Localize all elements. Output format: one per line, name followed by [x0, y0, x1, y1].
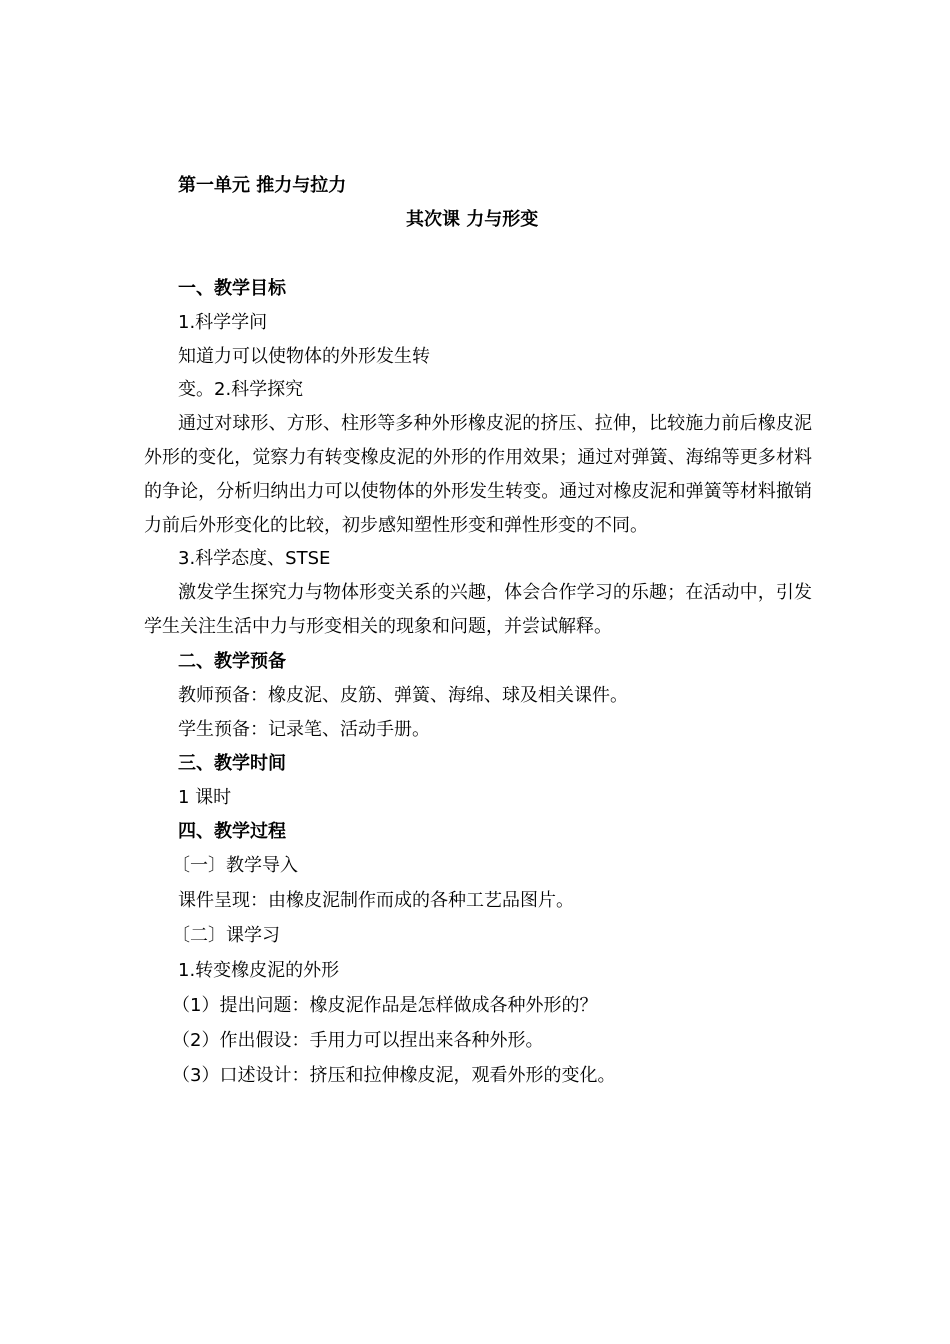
objective-knowledge-text-continued: 变。2.科学探究	[178, 379, 304, 400]
section-heading-objectives: 一、教学目标	[178, 278, 286, 299]
lesson-title: 其次课 力与形变	[406, 209, 539, 230]
section-heading-process: 四、教学过程	[178, 821, 286, 842]
activity-step-hypothesis: （2）作出假设：手用力可以捏出来各种外形。	[172, 1030, 544, 1051]
activity-step-design: （3）口述设计：挤压和拉伸橡皮泥，观看外形的变化。	[172, 1065, 616, 1086]
teacher-preparation: 教师预备：橡皮泥、皮筋、弹簧、海绵、球及相关课件。	[178, 685, 628, 706]
lesson-duration: 1 课时	[178, 787, 232, 808]
objective-knowledge-text: 知道力可以使物体的外形发生转	[178, 346, 430, 367]
objective-inquiry-paragraph: 通过对球形、方形、柱形等多种外形橡皮泥的挤压、拉伸，比较施力前后橡皮泥外形的变化，觉察力有转变橡皮泥的外形的作用效果；通过对弹簧、海绵等更多材料的争论，分析归纳出力可以使物体的外形发生转变。通过对橡皮泥和弹簧等材料撤销力前后外形变化的比较，初步感知塑性形变和弹性形变的不同。	[144, 413, 812, 536]
objective-attitude-paragraph: 激发学生探究力与物体形变关系的兴趣，体会合作学习的乐趣；在活动中，引发学生关注生活中力与形变相关的现象和问题，并尝试解释。	[144, 582, 812, 637]
activity-step-question: （1）提出问题：橡皮泥作品是怎样做成各种外形的？	[172, 995, 598, 1016]
process-introduction-label: 〔一〕教学导入	[172, 855, 298, 876]
activity-title: 1.转变橡皮泥的外形	[178, 960, 340, 981]
objective-attitude-label: 3.科学态度、STSE	[178, 548, 331, 569]
unit-title: 第一单元 推力与拉力	[178, 175, 347, 196]
process-introduction-text: 课件呈现：由橡皮泥制作而成的各种工艺品图片。	[178, 890, 574, 911]
section-heading-time: 三、教学时间	[178, 753, 286, 774]
process-learning-label: 〔二〕课学习	[172, 925, 280, 946]
student-preparation: 学生预备：记录笔、活动手册。	[178, 719, 430, 740]
objective-knowledge-label: 1.科学学问	[178, 312, 268, 333]
section-heading-preparation: 二、教学预备	[178, 651, 286, 672]
